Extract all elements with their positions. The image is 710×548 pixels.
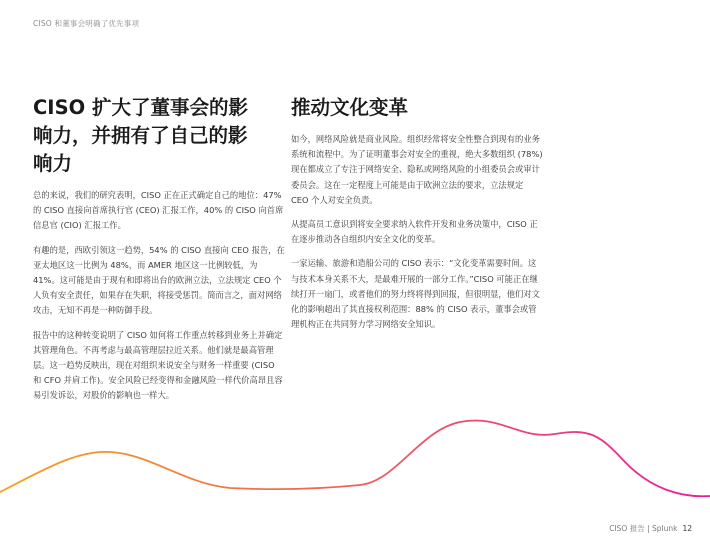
header-label: CISO 和董事会明确了优先事项 (33, 19, 140, 28)
left-title: CISO 扩大了董事会的影响力，并拥有了自己的影响力 (33, 96, 248, 175)
left-paragraph-2: 有趣的是，西欧引领这一趋势，54% 的 CISO 直接向 CEO 报告，在亚太地区这一比例为 48%，而 AMER 地区这一比例较低，为 41%。这可能是由于现有和即将出台的欧洲立法，立法规定 CEO 个人负有安全责任，如果存在失职，将接受惩罚。简而言之，面对网络攻击，无知不再是一种防御手段。 (33, 244, 285, 316)
decorative-wave-line (0, 400, 710, 510)
left-column (33, 94, 285, 413)
right-paragraph-1: 如今，网络风险就是商业风险。组织经常将安全性整合到现有的业务系统和流程中。为了证明董事会对安全的重视，绝大多数组织 (78%) 现在都成立了专注于网络安全、隐私或网络风险的小组委员会或审计委员会。这在一定程度上可能是由于欧洲立法的要求，立法规定 CEO 个人对安全负责。 (291, 134, 543, 205)
right-column (291, 94, 543, 341)
page-number: 12 (682, 524, 692, 533)
footer (609, 523, 692, 534)
right-paragraph-2: 从提高员工意识到将安全要求纳入软件开发和业务决策中，CISO 正在逐步推动各自组织内安全文化的变革。 (291, 219, 538, 245)
wave-path (0, 420, 710, 496)
right-title: 推动文化变革 (291, 96, 409, 119)
left-paragraph-3: 报告中的这种转变说明了 CISO 如何将工作重点转移到业务上并确定其管理角色。不再考虑与最高管理层拉近关系。他们就是最高管理层。这一趋势反映出，现在对组织来说安全与财务一样重要 (CISO 和 CFO 并肩工作)。安全风险已经变得和金融风险一样代价高昂且容易引发诉讼，对股价的影响也一样大。 (33, 329, 283, 401)
footer-report-label: CISO 报告 | Splunk (609, 524, 678, 533)
left-paragraph-1: 总的来说，我们的研究表明，CISO 正在正式确定自己的地位：47% 的 CISO 直接向首席执行官 (CEO) 汇报工作，40% 的 CISO 向首席信息官 (CIO) 汇报工作。 (33, 190, 284, 231)
right-paragraph-3: 一家运输、旅游和造船公司的 CISO 表示：“文化变革需要时间。这与技术本身关系不大，是最难开展的一部分工作。”CISO 可能正在继续打开一扇门，或者他们的努力终将得到回报，但很明显，他们对文化的影响超出了其直接权利范围：88% 的 CISO 表示，董事会或管理机构正在共同努力学习网络安全知识。 (291, 258, 540, 330)
